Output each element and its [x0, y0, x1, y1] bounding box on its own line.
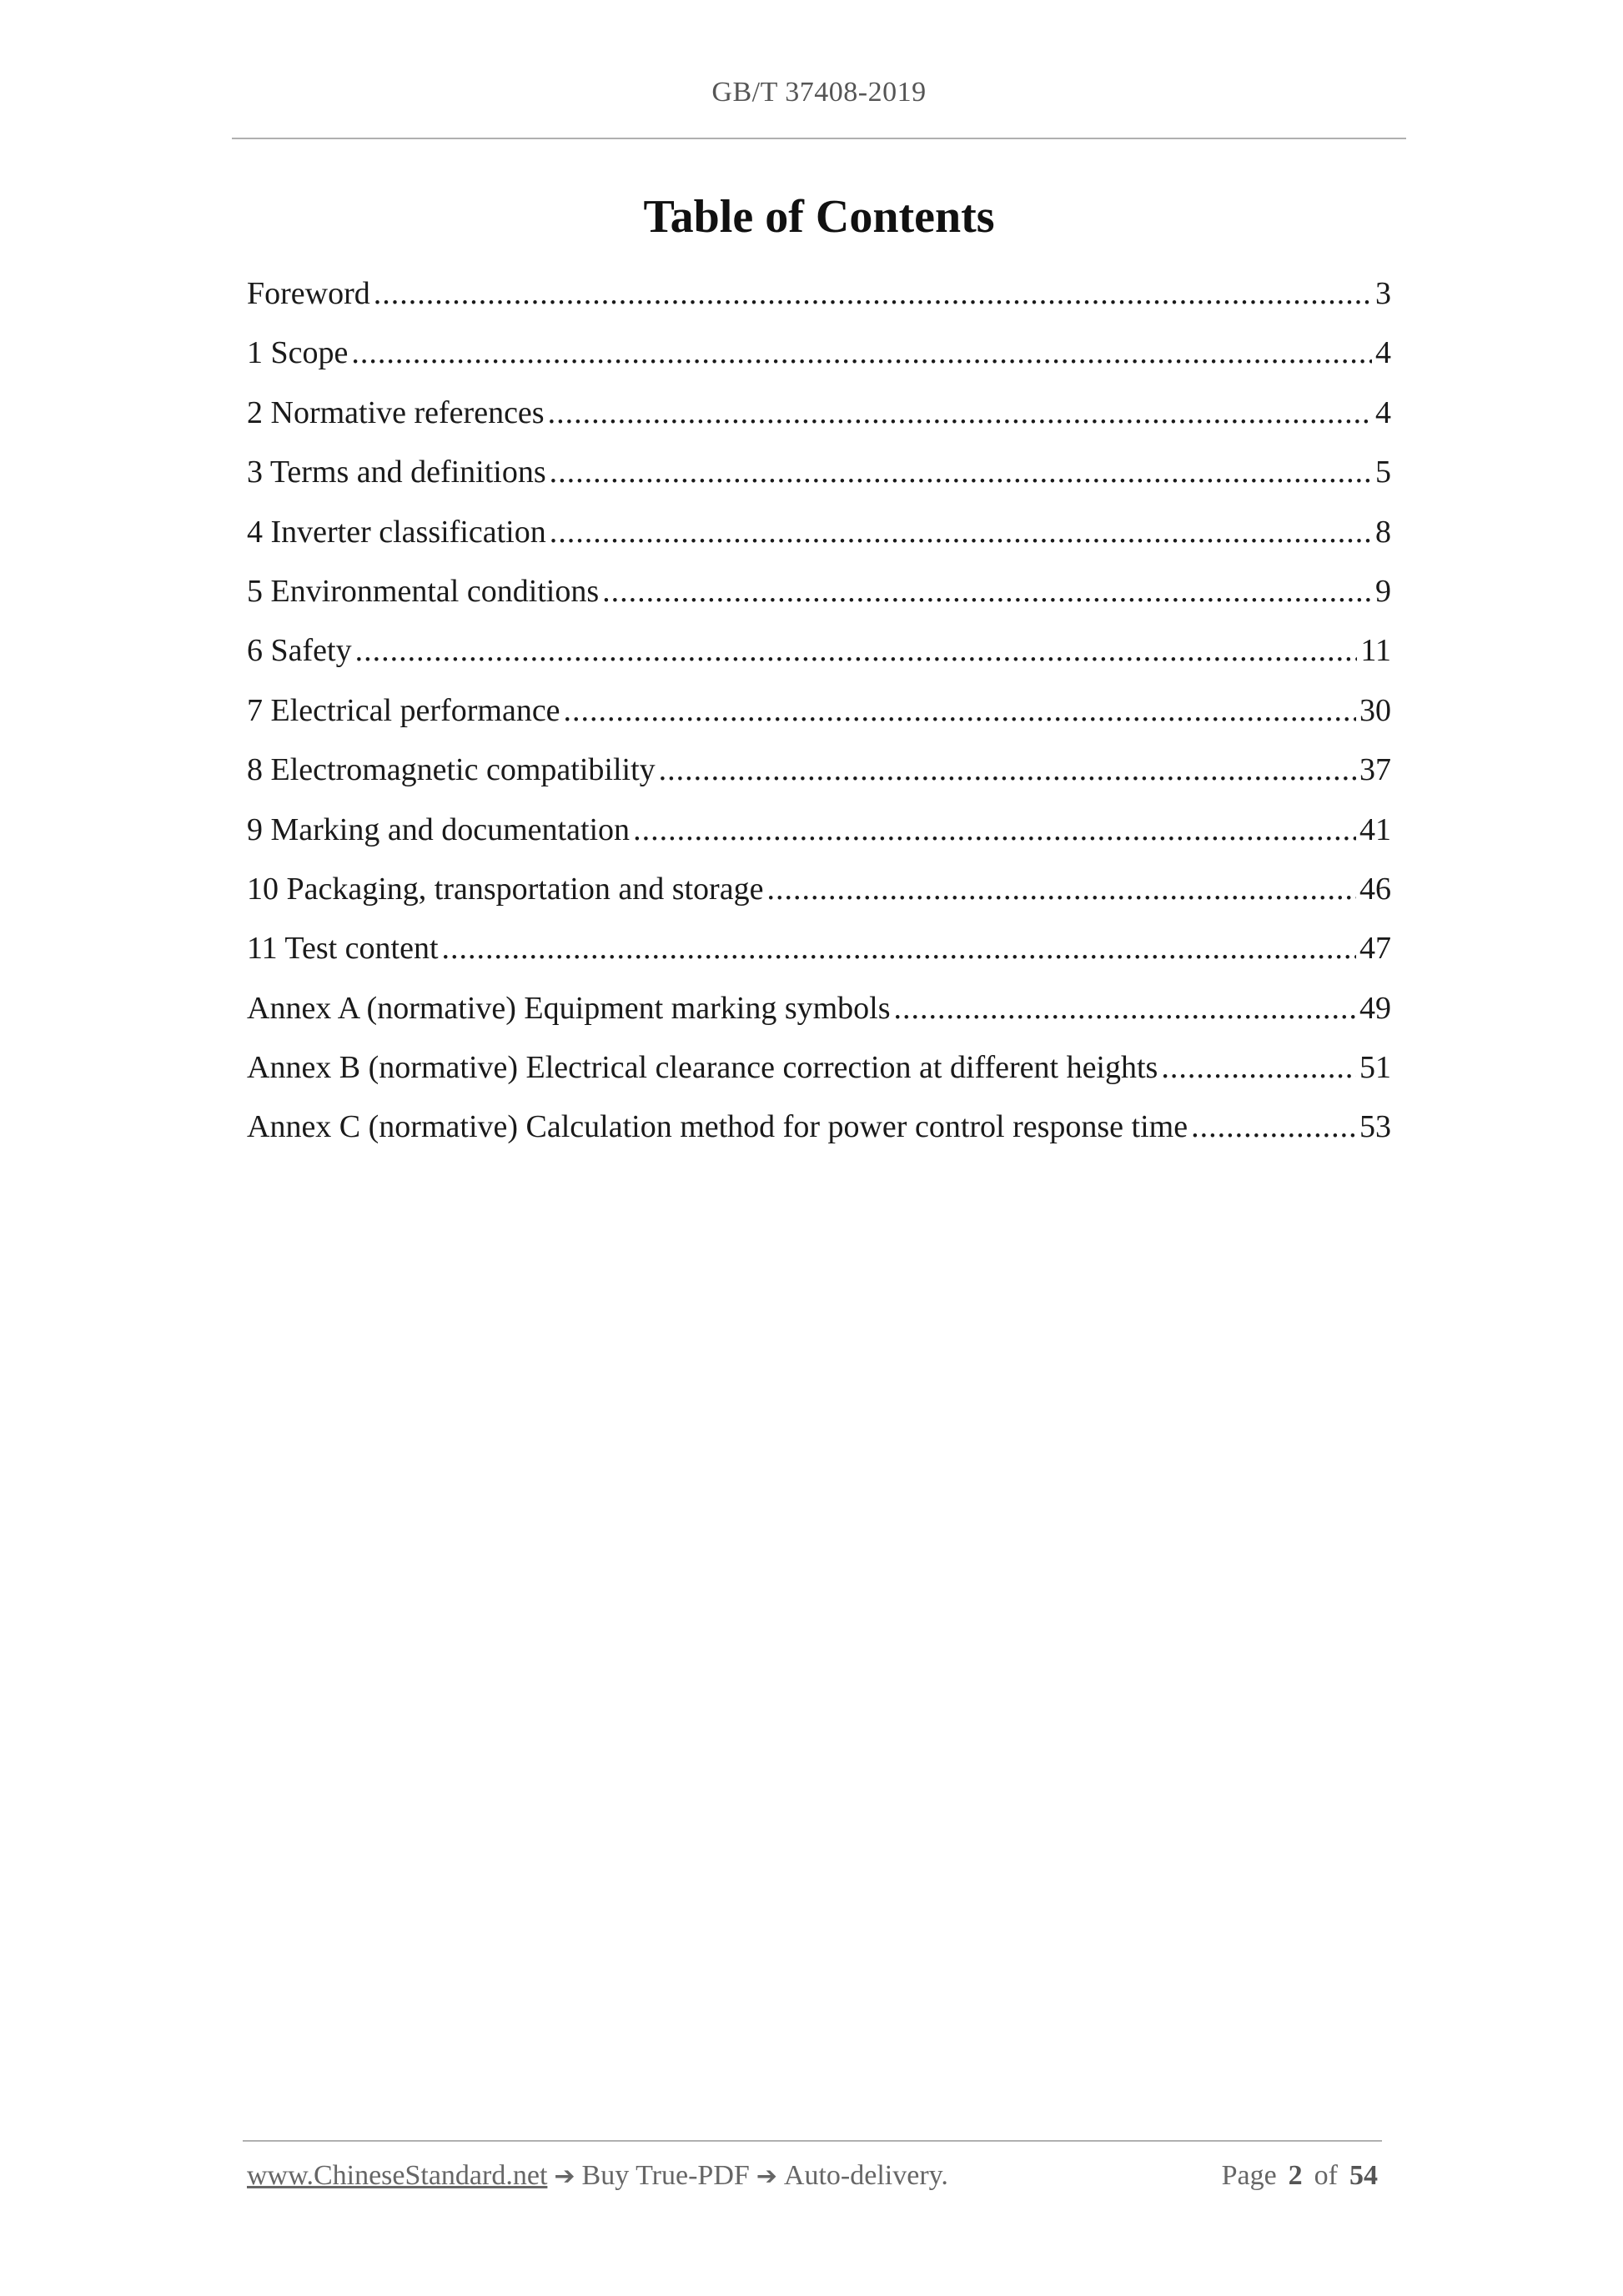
- toc-entry-packaging-transportation-storage[interactable]: [247, 871, 1391, 930]
- toc-entry-page: 41: [1359, 811, 1391, 847]
- toc-entry-page: 5: [1375, 455, 1391, 490]
- toc-entry-label: 2 Normative references: [247, 394, 545, 430]
- toc-entry-page: 8: [1375, 514, 1391, 550]
- toc-entry-label: 8 Electromagnetic compatibility: [247, 752, 656, 788]
- toc-entry-label: Annex C (normative) Calculation method for power control response time: [247, 1109, 1188, 1145]
- toc-entry-page: 53: [1359, 1109, 1391, 1145]
- toc-entry-electrical-performance[interactable]: [247, 692, 1391, 751]
- toc-dot-leader: [633, 811, 1356, 848]
- toc-entry-annex-c[interactable]: [247, 1108, 1391, 1168]
- toc-entry-page: 3: [1375, 276, 1391, 311]
- toc-entry-page: 4: [1375, 394, 1391, 430]
- toc-entry-electromagnetic-compatibility[interactable]: [247, 751, 1391, 811]
- footer-promo: [247, 2160, 948, 2192]
- toc-list: [247, 275, 1391, 1168]
- toc-dot-leader: [550, 454, 1372, 490]
- toc-dot-leader: [548, 394, 1372, 431]
- toc-entry-inverter-classification[interactable]: [247, 514, 1391, 573]
- header-divider: [232, 138, 1406, 139]
- toc-dot-leader: [564, 692, 1356, 729]
- toc-entry-normative-references[interactable]: [247, 394, 1391, 454]
- toc-dot-leader: [374, 275, 1372, 312]
- page-current: 2: [1288, 2160, 1303, 2191]
- toc-entry-label: 9 Marking and documentation: [247, 811, 631, 847]
- toc-entry-page: 11: [1360, 633, 1391, 669]
- page-of-word: of: [1314, 2160, 1338, 2191]
- page-footer: [247, 2160, 1378, 2202]
- right-arrow-icon: ➔: [756, 2162, 777, 2191]
- toc-entry-label: Annex A (normative) Equipment marking symbols: [247, 990, 891, 1026]
- toc-dot-leader: [659, 751, 1356, 788]
- toc-entry-page: 9: [1375, 573, 1391, 609]
- toc-dot-leader: [766, 871, 1356, 907]
- toc-entry-terms-and-definitions[interactable]: [247, 454, 1391, 513]
- page-total: 54: [1349, 2160, 1378, 2191]
- footer-divider: [243, 2140, 1382, 2142]
- toc-entry-label: 1 Scope: [247, 335, 349, 371]
- toc-entry-scope[interactable]: [247, 334, 1391, 394]
- footer-buy-text: Buy True-PDF: [581, 2160, 750, 2191]
- toc-title: Table of Contents: [643, 191, 995, 243]
- toc-entry-label: 7 Electrical performance: [247, 692, 560, 728]
- toc-entry-marking-and-documentation[interactable]: [247, 811, 1391, 871]
- right-arrow-icon: ➔: [554, 2162, 575, 2191]
- toc-entry-environmental-conditions[interactable]: [247, 573, 1391, 632]
- page-number: [1222, 2160, 1378, 2192]
- toc-dot-leader: [1191, 1108, 1356, 1145]
- toc-entry-annex-b[interactable]: [247, 1049, 1391, 1108]
- toc-entry-label: Foreword: [247, 276, 370, 311]
- toc-dot-leader: [351, 334, 1372, 371]
- toc-entry-label: Annex B (normative) Electrical clearance correction at different heights: [247, 1050, 1158, 1086]
- toc-entry-label: 5 Environmental conditions: [247, 573, 600, 609]
- toc-entry-page: 4: [1375, 335, 1391, 371]
- page-word: Page: [1221, 2160, 1277, 2191]
- toc-entry-label: 6 Safety: [247, 633, 352, 669]
- toc-entry-page: 46: [1359, 871, 1391, 907]
- page-header-standard-code: GB/T 37408-2019: [711, 77, 927, 108]
- toc-entry-label: 3 Terms and definitions: [247, 455, 546, 490]
- toc-entry-page: 30: [1359, 692, 1391, 728]
- toc-entry-label: 4 Inverter classification: [247, 514, 546, 550]
- toc-dot-leader: [602, 573, 1372, 610]
- toc-dot-leader: [442, 930, 1356, 967]
- toc-entry-page: 49: [1359, 990, 1391, 1026]
- toc-dot-leader: [550, 514, 1372, 550]
- toc-entry-label: 10 Packaging, transportation and storage: [247, 871, 764, 907]
- toc-dot-leader: [355, 632, 1358, 669]
- toc-entry-page: 37: [1359, 752, 1391, 788]
- toc-entry-label: 11 Test content: [247, 931, 439, 967]
- toc-entry-test-content[interactable]: [247, 930, 1391, 989]
- toc-entry-safety[interactable]: [247, 632, 1391, 691]
- toc-entry-page: 47: [1359, 931, 1391, 967]
- footer-delivery-text: Auto-delivery.: [783, 2160, 948, 2191]
- toc-dot-leader: [894, 990, 1356, 1027]
- toc-entry-foreword[interactable]: [247, 275, 1391, 334]
- toc-dot-leader: [1161, 1049, 1356, 1086]
- toc-entry-page: 51: [1359, 1050, 1391, 1086]
- toc-entry-annex-a[interactable]: [247, 990, 1391, 1049]
- site-link[interactable]: www.ChineseStandard.net: [247, 2160, 548, 2191]
